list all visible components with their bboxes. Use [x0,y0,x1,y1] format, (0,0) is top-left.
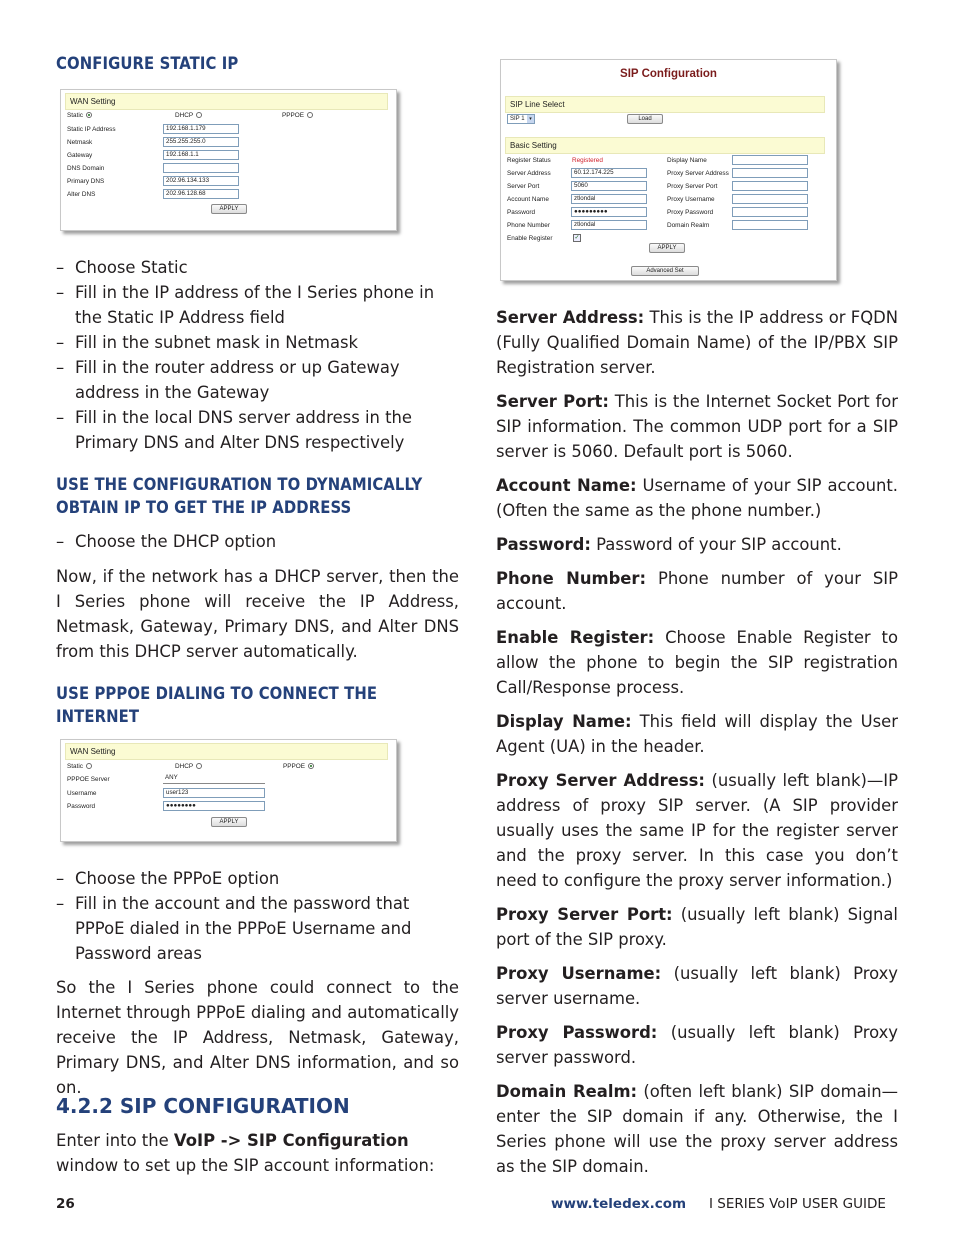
term: Proxy Username: [496,964,662,983]
list-item: – Fill in the subnet mask in Netmask [56,330,459,355]
pppoe-wan-screenshot [60,739,397,842]
sip-intro-paragraph [56,1128,459,1178]
dhcp-bullets [56,529,459,554]
list-item: – Choose the PPPoE option [56,866,459,891]
definition-server-port [496,389,898,464]
definition: Choose Enable Register to allow the phone to begin the SIP registration Call/Response process. [496,628,898,697]
password-field[interactable]: ●●●●●●●● [163,801,265,811]
term: Server Port: [496,392,609,411]
definition: This is the Internet Socket Port for SIP information. The common UDP port for a SIP server is 5060. Default port is 5060. [496,392,898,461]
server-address-field[interactable]: 60.12.174.225 [571,168,647,178]
list-item: – Fill in the local DNS server address in the Primary DNS and Alter DNS respectively [56,405,459,455]
gateway-field[interactable]: 192.168.1.1 [163,150,239,160]
primary-dns-field[interactable]: 202.96.134.133 [163,176,239,186]
display-name-label: Display Name [667,157,707,164]
pppoe-bullets [56,866,459,966]
pppoe-paragraph: So the I Series phone could connect to the Internet through PPPoE dialing and automatically receive the IP Address, Netmask, Gateway, Primary DNS, and Alter DNS information, and so on. [56,978,459,1097]
dns-domain-field[interactable] [163,163,239,173]
definition-display-name [496,709,898,759]
footer-url[interactable]: www.teledex.com [551,1196,687,1212]
sip-config-title: SIP Configuration [620,68,717,80]
wan-setting-title: WAN Setting [65,743,388,760]
gateway-label: Gateway [67,152,93,159]
radio-static-option[interactable] [67,763,92,770]
netmask-label: Netmask [67,139,93,146]
definition: (usually left blank)—IP address of proxy SIP server. (A SIP provider usually uses the same IP for the register server and the proxy server. In this case you don’t need to configure the proxy server information.) [496,771,898,890]
alter-dns-label: Alter DNS [67,191,96,198]
definition: (usually left blank) Proxy server username. [496,964,898,1008]
proxy-server-address-field[interactable] [732,168,808,178]
list-item: – Fill in the IP address of the I Series phone in the Static IP Address field [56,280,459,330]
dhcp-paragraph: Now, if the network has a DHCP server, then the I Series phone will receive the IP Address, Netmask, Gateway, Primary DNS, and Alter DNS from this DHCP server automatically. [56,567,459,661]
list-item: – Choose the DHCP option [56,529,459,554]
definition-enable-register [496,625,898,700]
radio-dhcp-icon[interactable] [196,763,202,769]
phone-number-field[interactable]: ztlondal [571,220,647,230]
advanced-set-button[interactable]: Advanced Set [631,266,699,276]
page-number: 26 [56,1196,75,1212]
sip-intro-pre: Enter into the [56,1131,174,1150]
radio-dhcp-icon[interactable] [196,112,202,118]
radio-static-icon[interactable] [86,112,92,118]
definition-proxy-server-port [496,902,898,952]
sip-line-select[interactable] [507,114,535,124]
dhcp-heading: USE THE CONFIGURATION TO DYNAMICALLY OBTAIN IP TO GET THE IP ADDRESS [56,475,423,517]
term: Proxy Password: [496,1023,658,1042]
enable-register-checkbox[interactable] [573,234,581,242]
domain-realm-label: Domain Realm [667,222,710,229]
term: Proxy Server Port: [496,905,673,924]
definition-domain-realm [496,1079,898,1179]
term: Password: [496,535,591,554]
term: Server Address: [496,308,645,327]
definition-proxy-server-address [496,768,898,893]
wan-setting-title: WAN Setting [65,93,388,110]
register-status-value: Registered [572,157,603,164]
radio-pppoe-icon[interactable] [307,112,313,118]
primary-dns-label: Primary DNS [67,178,105,185]
term: Phone Number: [496,569,647,588]
list-item: – Choose Static [56,255,459,280]
server-port-label: Server Port [507,183,540,190]
radio-dhcp-label: DHCP [175,763,194,770]
apply-button[interactable]: APPLY [211,204,247,214]
term: Account Name: [496,476,637,495]
static-ip-heading: CONFIGURE STATIC IP [56,54,239,73]
definition: This field will display the User Agent (UA) in the header. [496,712,898,756]
alter-dns-field[interactable]: 202.96.128.68 [163,189,239,199]
phone-number-label: Phone Number [507,222,550,229]
enable-register-label: Enable Register [507,235,553,242]
register-status-label: Register Status [507,157,551,164]
radio-static-label: Static [67,763,83,770]
radio-pppoe-icon[interactable] [308,763,314,769]
proxy-server-port-field[interactable] [732,181,808,191]
basic-setting-title: Basic Setting [505,137,825,154]
username-label: Username [67,790,97,797]
definition-server-address [496,305,898,380]
proxy-username-label: Proxy Username [667,196,715,203]
proxy-server-address-label: Proxy Server Address [667,170,729,177]
proxy-password-label: Proxy Password [667,209,714,216]
proxy-username-field[interactable] [732,194,808,204]
definition-password [496,532,898,557]
definition: (usually left blank) Proxy server password. [496,1023,898,1067]
radio-dhcp-option[interactable] [175,112,202,119]
term: Domain Realm: [496,1082,638,1101]
radio-dhcp-option[interactable] [175,763,202,770]
load-button[interactable]: Load [627,114,663,124]
radio-static-option[interactable] [67,112,92,119]
pppoe-server-field[interactable]: ANY [163,774,265,784]
list-item: – Fill in the router address or up Gateway address in the Gateway [56,355,459,405]
term: Display Name: [496,712,632,731]
definition: (often left blank) SIP domain—enter the SIP domain if any. Otherwise, the I Series phone will use the proxy server address as the SIP domain. [496,1082,898,1176]
static-ip-field[interactable]: 192.168.1.179 [163,124,239,134]
right-column [496,305,898,1179]
static-ip-label: Static IP Address [67,126,116,133]
apply-button[interactable]: APPLY [649,243,685,253]
domain-realm-field[interactable] [732,220,808,230]
username-field[interactable]: user123 [163,788,265,798]
sip-intro-post: window to set up the SIP account information: [56,1156,435,1175]
definition-account-name [496,473,898,523]
radio-dhcp-label: DHCP [175,112,194,119]
sip-line-select-title: SIP Line Select [505,96,825,113]
proxy-server-port-label: Proxy Server Port [667,183,718,190]
static-wan-screenshot [60,89,397,231]
radio-pppoe-option[interactable] [282,112,313,119]
sip-intro-menu-path: VoIP -> SIP Configuration [173,1131,409,1150]
chevron-down-icon[interactable]: ▾ [527,115,534,123]
proxy-password-field[interactable] [732,207,808,217]
term: Proxy Server Address: [496,771,705,790]
sip-line-value: SIP 1 [510,116,525,122]
sip-config-screenshot [500,59,837,281]
dns-domain-label: DNS Domain [67,165,105,172]
check-icon: ✓ [574,235,580,241]
radio-static-label: Static [67,112,83,119]
definition: Phone number of your SIP account. [496,569,898,613]
sip-section-title: 4.2.2 SIP CONFIGURATION [56,1094,350,1118]
definition-phone-number [496,566,898,616]
pppoe-server-label: PPPOE Server [67,776,110,783]
account-name-field[interactable]: ztlondal [571,194,647,204]
list-item: – Fill in the account and the password that PPPoE dialed in the PPPoE Username and Password areas [56,891,459,966]
server-address-label: Server Address [507,170,551,177]
definition-proxy-username [496,961,898,1011]
static-bullets [56,255,459,455]
definition: Username of your SIP account. (Often the same as the phone number.) [496,476,898,520]
radio-pppoe-label: PPPOE [282,112,305,119]
password-label: Password [67,803,96,810]
password-label: Password [507,209,536,216]
term: Enable Register: [496,628,655,647]
footer-guide-title: I SERIES VoIP USER GUIDE [709,1196,886,1212]
definition: Password of your SIP account. [590,535,842,554]
definition-proxy-password [496,1020,898,1070]
pppoe-heading: USE PPPOE DIALING TO CONNECT THE INTERNET [56,684,378,726]
account-name-label: Account Name [507,196,549,203]
netmask-field[interactable]: 255.255.255.0 [163,137,239,147]
radio-static-icon[interactable] [86,763,92,769]
server-port-field[interactable]: 5060 [571,181,647,191]
apply-button[interactable]: APPLY [211,817,247,827]
radio-pppoe-label: PPPOE [283,763,306,770]
password-field[interactable]: ●●●●●●●●● [571,207,647,217]
definition: (usually left blank) Signal port of the SIP proxy. [496,905,898,949]
left-column [56,52,459,75]
display-name-field[interactable] [732,155,808,165]
definition: This is the IP address or FQDN (Fully Qualified Domain Name) of the IP/PBX SIP Registration server. [496,308,899,377]
radio-pppoe-option[interactable] [283,763,314,770]
